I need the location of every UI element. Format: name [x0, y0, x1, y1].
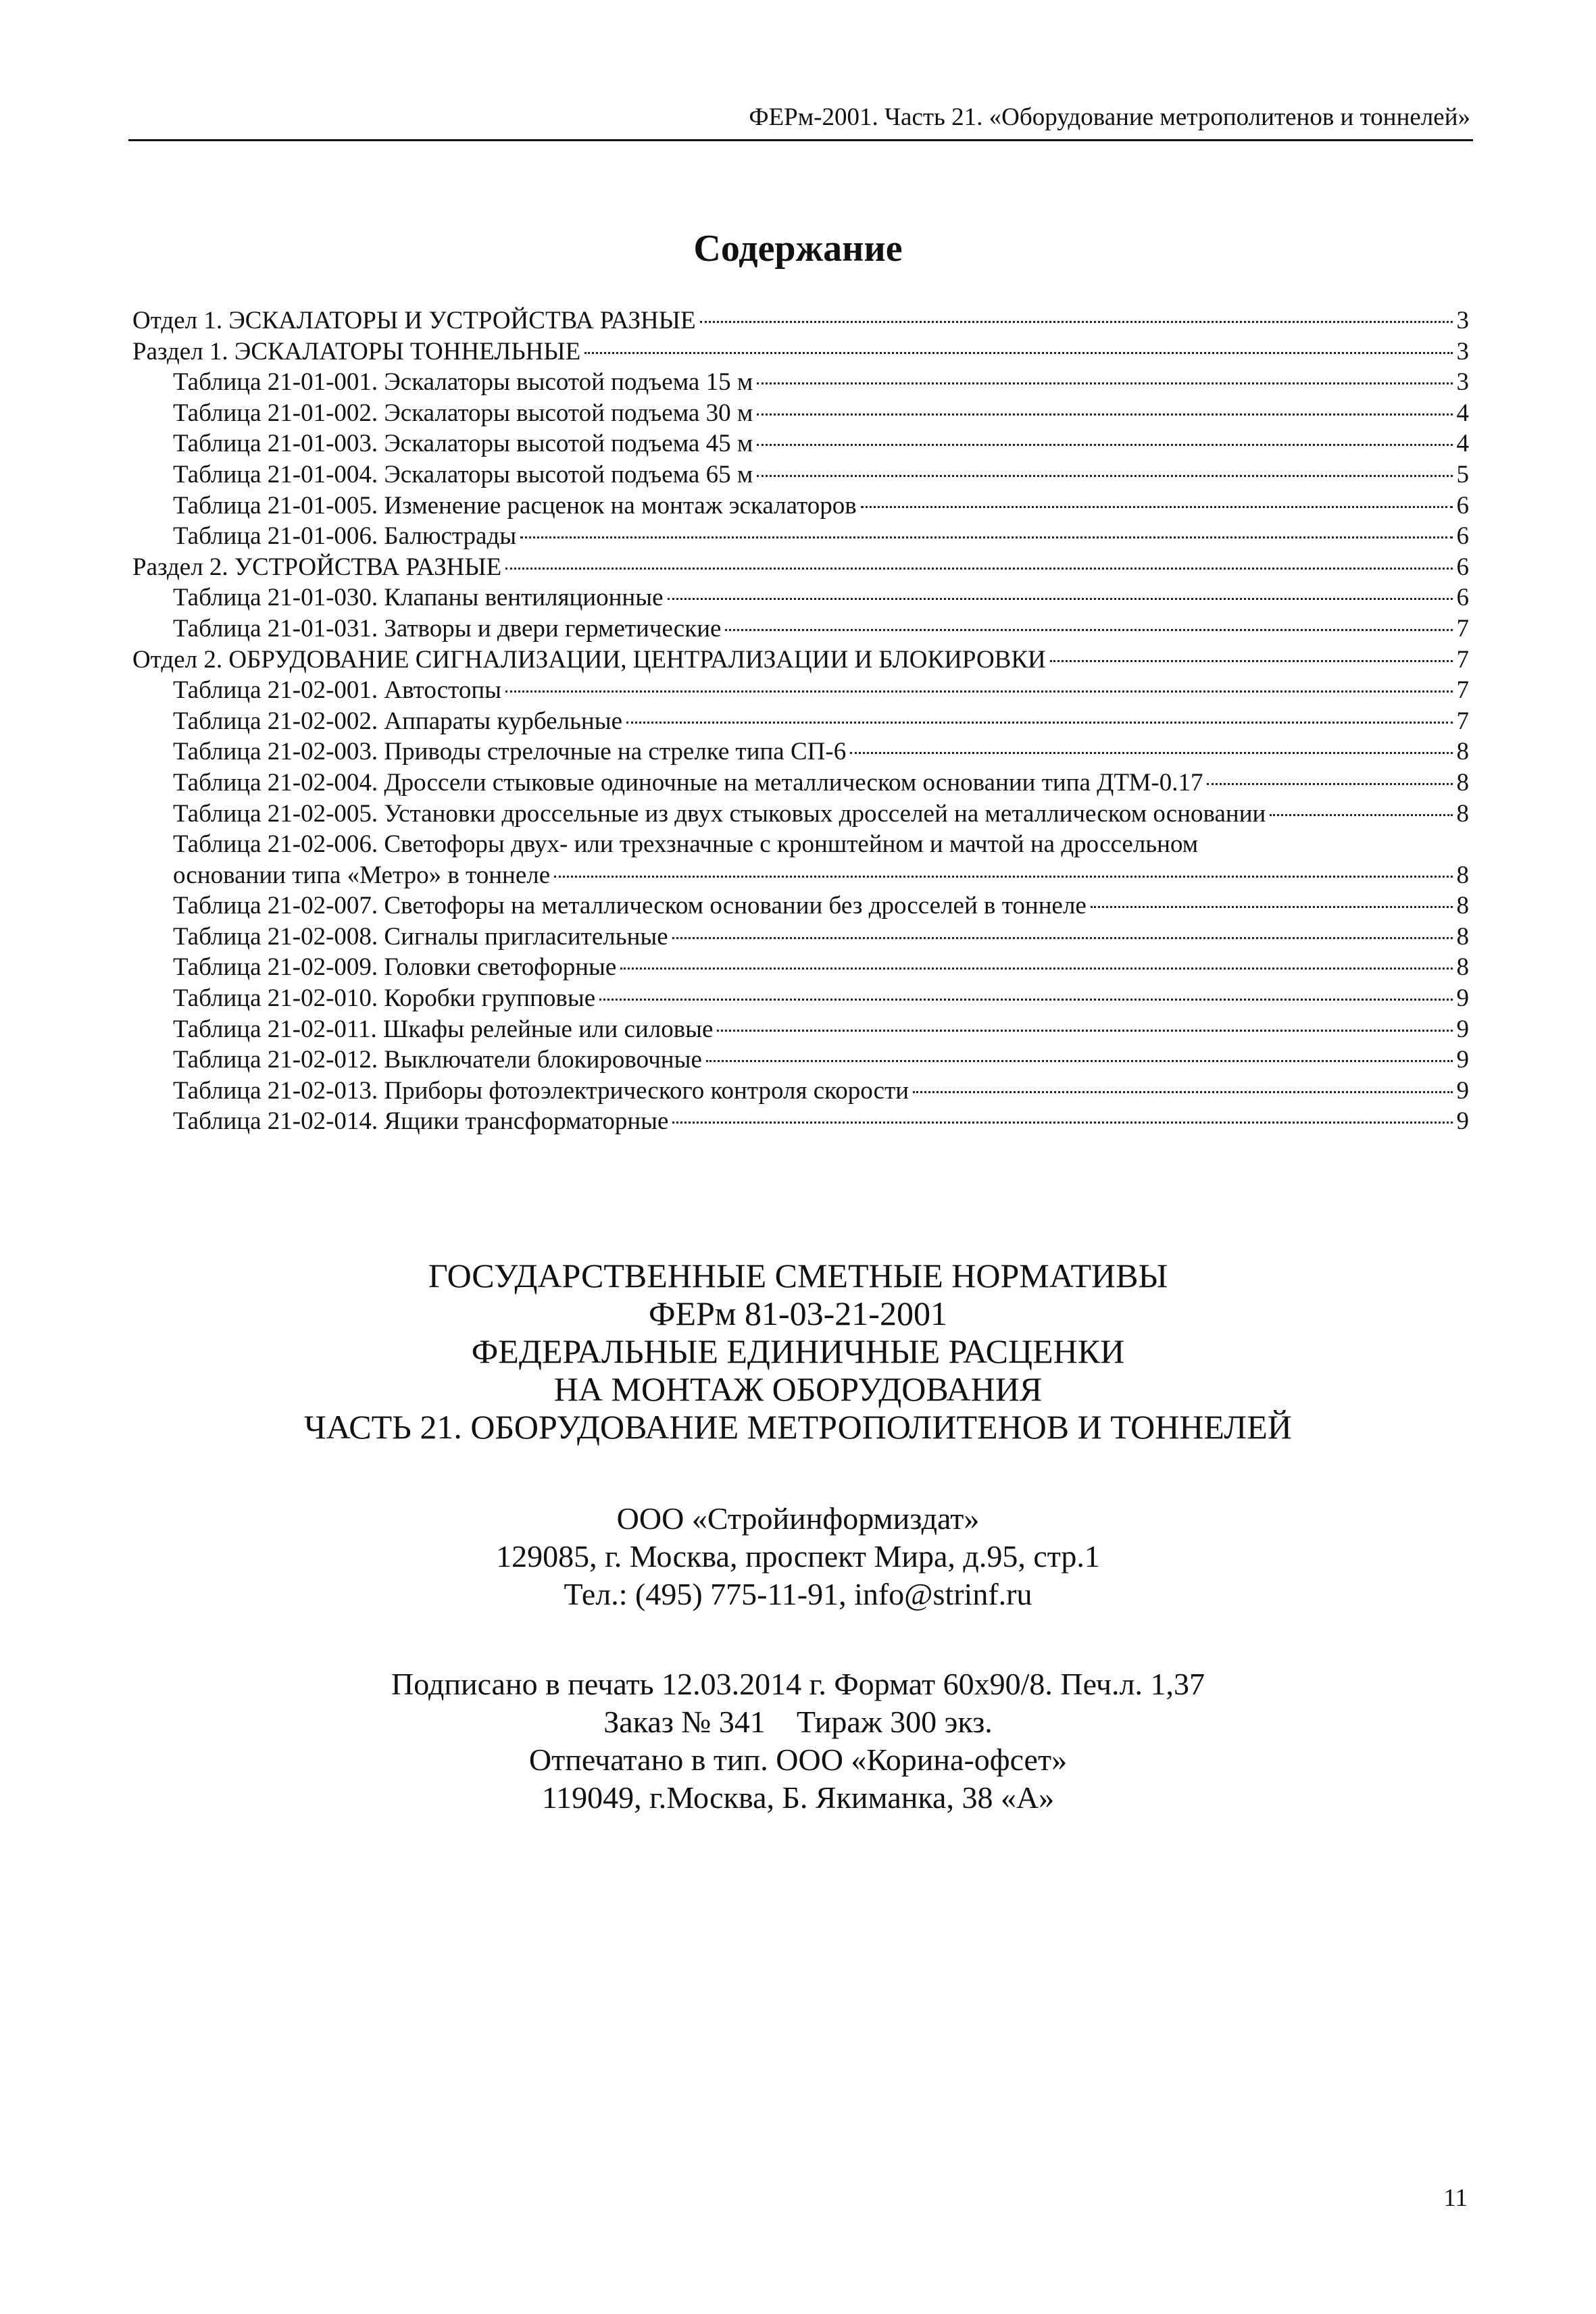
toc-entry-page: 8	[1456, 738, 1469, 766]
toc-leader	[706, 1060, 1453, 1062]
toc-entry-table[interactable]	[132, 983, 1469, 1014]
publisher-address: 129085, г. Москва, проспект Мира, д.95, стр.1	[496, 1539, 1100, 1574]
toc-leader	[1050, 660, 1453, 662]
toc-entry-table[interactable]	[132, 521, 1469, 552]
toc-entry-text: Таблица 21-02-006. Светофоры двух- или трехзначные с кронштейном и мачтой на дроссельном	[173, 830, 1199, 859]
imprint-print-block	[0, 1665, 1596, 1817]
publisher-name: ООО «Стройинформиздат»	[616, 1501, 980, 1536]
toc-leader	[668, 598, 1453, 600]
toc-entry-page: 9	[1456, 1015, 1469, 1043]
toc-entry-text: Таблица 21-01-031. Затворы и двери герметические	[173, 614, 722, 643]
toc-entry-text: Таблица 21-01-003. Эскалаторы высотой подъема 45 м	[173, 430, 753, 458]
toc-entry-page: 7	[1456, 676, 1469, 705]
toc-entry-text: Отдел 1. ЭСКАЛАТОРЫ И УСТРОЙСТВА РАЗНЫЕ	[132, 307, 696, 334]
toc-entry-text: Таблица 21-02-013. Приборы фотоэлектрического контроля скорости	[173, 1076, 909, 1105]
toc-leader	[599, 999, 1452, 1001]
toc-entry-text: Таблица 21-01-006. Балюстрады	[173, 522, 517, 551]
toc-entry-page: 8	[1456, 861, 1469, 889]
toc-entry-page: 9	[1456, 1076, 1469, 1105]
toc-entry-table[interactable]	[132, 613, 1469, 645]
toc-entry-table[interactable]	[132, 428, 1469, 459]
toc-leader	[620, 967, 1452, 970]
toc-entry-table[interactable]	[132, 706, 1469, 737]
toc-entry-page: 9	[1456, 1107, 1469, 1136]
imprint-title-line: ГОСУДАРСТВЕННЫЕ СМЕТНЫЕ НОРМАТИВЫ	[428, 1257, 1168, 1294]
toc-entry-text: Таблица 21-01-030. Клапаны вентиляционные	[173, 584, 664, 612]
imprint-title-line: ФЕДЕРАЛЬНЫЕ ЕДИНИЧНЫЕ РАСЦЕНКИ	[471, 1332, 1125, 1370]
toc-leader	[1091, 906, 1453, 908]
toc-entry-page: 7	[1456, 614, 1469, 643]
toc-entry-text: Таблица 21-02-009. Головки светофорные	[173, 953, 617, 982]
toc-entry-page: 8	[1456, 892, 1469, 920]
toc-entry-table[interactable]	[132, 768, 1469, 799]
toc-entry-text: Раздел 2. УСТРОЙСТВА РАЗНЫЕ	[132, 553, 502, 581]
toc-entry-section-2[interactable]	[132, 552, 1469, 583]
toc-entry-text: Отдел 2. ОБРУДОВАНИЕ СИГНАЛИЗАЦИИ, ЦЕНТРАЛИЗАЦИИ И БЛОКИРОВКИ	[132, 645, 1046, 674]
toc-entry-text: Таблица 21-02-007. Светофоры на металлическом основании без дросселей в тоннеле	[173, 892, 1087, 920]
imprint-publisher-block	[0, 1500, 1596, 1613]
toc-leader	[700, 321, 1453, 323]
toc-leader	[626, 722, 1452, 724]
toc-entry-table[interactable]	[132, 1045, 1469, 1076]
toc-entry-text: Таблица 21-02-001. Автостопы	[173, 676, 502, 705]
toc-entry-text: Таблица 21-02-012. Выключатели блокировочные	[173, 1046, 702, 1074]
header-rule	[128, 139, 1473, 141]
toc-entry-table[interactable]	[132, 1106, 1469, 1137]
toc-entry-text: Таблица 21-01-002. Эскалаторы высотой подъема 30 м	[173, 399, 753, 427]
toc-entry-page: 8	[1456, 953, 1469, 982]
toc-leader	[672, 1122, 1452, 1124]
toc-entry-text-continued: основании типа «Метро» в тоннеле	[173, 861, 551, 889]
toc-entry-page: 8	[1456, 768, 1469, 797]
toc-entry-page: 3	[1456, 337, 1469, 366]
toc-leader	[757, 382, 1452, 384]
toc-entry-continuation	[132, 860, 1469, 891]
table-of-contents	[132, 305, 1469, 1137]
toc-entry-text: Таблица 21-01-005. Изменение расценок на монтаж эскалаторов	[173, 491, 857, 520]
toc-entry-page: 4	[1456, 430, 1469, 458]
toc-entry-text: Таблица 21-02-010. Коробки групповые	[173, 984, 596, 1013]
toc-entry-table[interactable]	[132, 922, 1469, 953]
toc-entry-division-2[interactable]	[132, 645, 1469, 676]
toc-entry-page: 6	[1456, 522, 1469, 551]
toc-leader	[861, 506, 1453, 508]
toc-entry-page: 3	[1456, 368, 1469, 397]
toc-entry-table-wrapped[interactable]	[132, 829, 1469, 890]
running-header: ФЕРм-2001. Часть 21. «Оборудование метрополитенов и тоннелей»	[749, 103, 1470, 131]
toc-leader	[717, 1030, 1452, 1032]
toc-entry-table[interactable]	[132, 675, 1469, 706]
toc-leader	[757, 413, 1452, 416]
toc-entry-page: 6	[1456, 491, 1469, 520]
toc-leader	[913, 1091, 1452, 1093]
toc-entry-table[interactable]	[132, 890, 1469, 922]
imprint-title-line: ЧАСТЬ 21. ОБОРУДОВАНИЕ МЕТРОПОЛИТЕНОВ И ТОННЕЛЕЙ	[304, 1408, 1292, 1446]
toc-leader	[725, 629, 1452, 631]
toc-entry-text: Таблица 21-02-003. Приводы стрелочные на стрелке типа СП-6	[173, 738, 847, 766]
print-order-run: Заказ № 341 Тираж 300 экз.	[603, 1705, 993, 1739]
toc-entry-text: Таблица 21-02-008. Сигналы пригласительные	[173, 922, 668, 951]
publisher-contacts: Тел.: (495) 775-11-91, info@strinf.ru	[564, 1577, 1032, 1611]
toc-entry-table[interactable]	[132, 1014, 1469, 1045]
toc-entry-text: Таблица 21-02-014. Ящики трансформаторные	[173, 1107, 669, 1136]
toc-leader	[520, 536, 1452, 538]
toc-entry-page: 6	[1456, 584, 1469, 612]
imprint-title-line: ФЕРм 81-03-21-2001	[649, 1294, 947, 1332]
toc-leader	[757, 475, 1452, 477]
toc-leader	[505, 568, 1452, 570]
print-printer: Отпечатано в тип. ООО «Корина-офсет»	[528, 1742, 1068, 1777]
toc-entry-page: 3	[1456, 307, 1469, 334]
toc-leader	[554, 876, 1452, 878]
toc-title: Содержание	[693, 228, 903, 270]
toc-leader	[850, 752, 1452, 754]
print-signed-format: Подписано в печать 12.03.2014 г. Формат 60х90/8. Печ.л. 1,37	[391, 1667, 1205, 1701]
toc-entry-table[interactable]	[132, 582, 1469, 613]
toc-entry-page: 8	[1456, 799, 1469, 828]
toc-entry-page: 6	[1456, 553, 1469, 581]
imprint-title-block	[0, 1257, 1596, 1446]
toc-entry-text: Таблица 21-01-004. Эскалаторы высотой подъема 65 м	[173, 460, 753, 488]
toc-entry-text: Таблица 21-02-002. Аппараты курбельные	[173, 707, 623, 735]
toc-entry-table[interactable]	[132, 367, 1469, 398]
toc-entry-table[interactable]	[132, 459, 1469, 491]
toc-entry-table[interactable]	[132, 491, 1469, 522]
toc-leader	[1270, 814, 1452, 816]
toc-entry-page: 7	[1456, 645, 1469, 674]
toc-entry-section-1[interactable]	[132, 336, 1469, 368]
toc-entry-text: Таблица 21-01-001. Эскалаторы высотой подъема 15 м	[173, 368, 753, 397]
toc-entry-table[interactable]	[132, 736, 1469, 768]
toc-entry-page: 8	[1456, 922, 1469, 951]
toc-entry-page: 9	[1456, 1046, 1469, 1074]
toc-leader	[584, 352, 1452, 354]
toc-leader	[505, 690, 1452, 693]
toc-entry-page: 9	[1456, 984, 1469, 1013]
toc-entry-text: Таблица 21-02-004. Дроссели стыковые одиночные на металлическом основании типа ДТМ-0.17	[173, 768, 1203, 797]
toc-entry-page: 5	[1456, 460, 1469, 488]
toc-entry-table[interactable]	[132, 799, 1469, 830]
toc-entry-table[interactable]	[132, 1076, 1469, 1107]
toc-entry-table[interactable]	[132, 952, 1469, 983]
toc-entry-page: 4	[1456, 399, 1469, 427]
toc-leader	[1207, 783, 1452, 785]
imprint-title-line: НА МОНТАЖ ОБОРУДОВАНИЯ	[553, 1370, 1043, 1408]
toc-entry-text: Таблица 21-02-005. Установки дроссельные из двух стыковых дросселей на металлическом основании	[173, 799, 1266, 828]
toc-leader	[757, 444, 1452, 446]
toc-leader	[672, 937, 1453, 939]
toc-entry-division-1[interactable]	[132, 305, 1469, 336]
toc-entry-page: 7	[1456, 707, 1469, 735]
toc-entry-text: Таблица 21-02-011. Шкафы релейные или силовые	[173, 1015, 714, 1043]
toc-entry-table[interactable]	[132, 398, 1469, 429]
page-number: 11	[1443, 2184, 1468, 2212]
print-printer-address: 119049, г.Москва, Б. Якиманка, 38 «А»	[541, 1780, 1055, 1815]
toc-entry-text: Раздел 1. ЭСКАЛАТОРЫ ТОННЕЛЬНЫЕ	[132, 337, 581, 366]
